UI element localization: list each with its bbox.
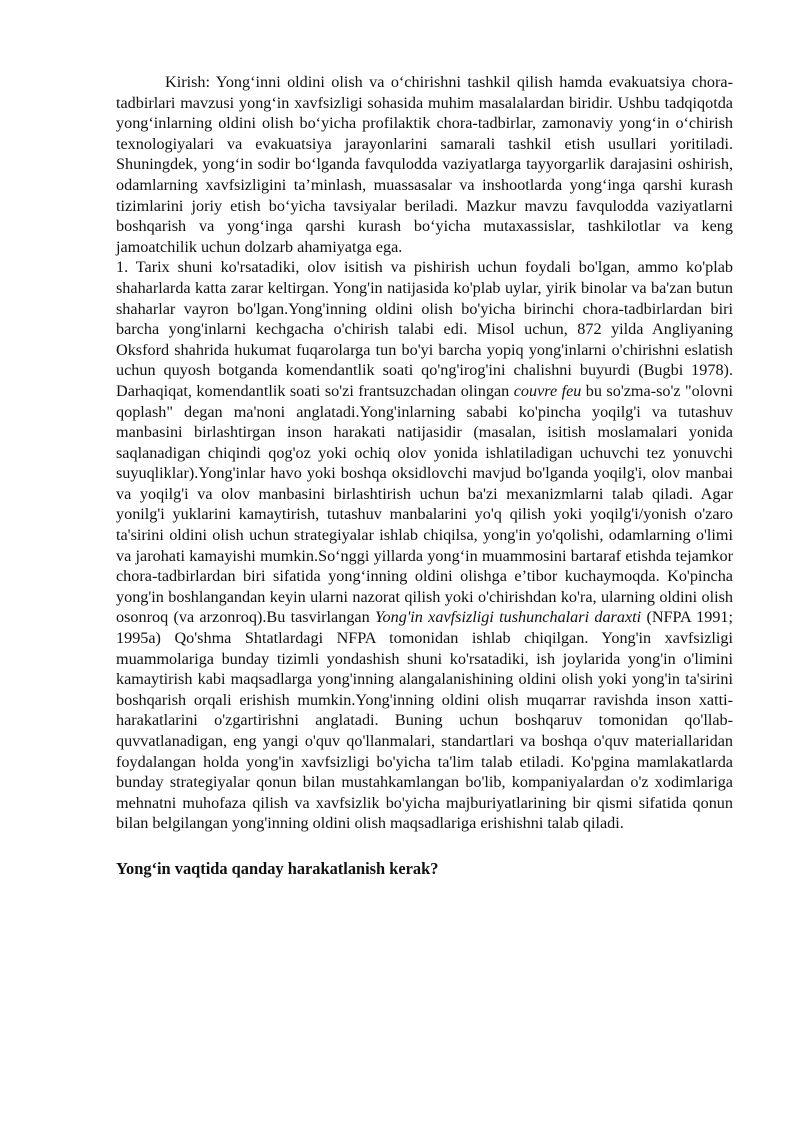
document-page: [116, 72, 733, 880]
section-1-italic-term: couvre feu: [513, 381, 582, 400]
section-1-text-b: bu so'zma-so'z "olovni qoplash" degan ma'noni anglatadi.Yong'inlarning sababi ko'pincha yoqilg'i va tutashuv manbasini birlashtirgan inson harakati natijasidir (masalan, isitish moslamalari yonida saqlanadigan chiqindi qog'oz yoki ochiq olov yonida ishlatiladigan uchuvchi tez yonuvchi suyuqliklar).Yong'inlar havo yoki boshqa oksidlovchi mavjud bo'lganda yoqilg'i, olov manbai va yoqilg'i va olov manbasini birlashtirish uchun ba'zi mexanizmlarni talab qiladi. Agar yonilg'i yuklarini kamaytirish, tutashuv manbalarini yo'q qilish yoki yoqilg'i/yonish o'zaro ta'sirini oldini olish uchun strategiyalar ishlab chiqilsa, yong'in yo'qolishi, odamlarning o'limi va jarohati kamayishi mumkin.So‘nggi yillarda yong‘in muammosini bartaraf etishda tejamkor chora-tadbirlardan biri sifatida yong‘inning oldini olishga e’tibor kuchaymoqda. Ko'pincha yong'in boshlangandan keyin ularni nazorat qilish yoki o'chirishdan ko'ra, ularning oldini olish osonroq (va arzonroq).Bu tasvirlangan: [116, 381, 733, 627]
section-heading: Yong‘in vaqtida qanday harakatlanish kerak?: [116, 858, 439, 878]
section-1-italic-title: Yong'in xavfsizligi tushunchalari daraxti: [375, 608, 642, 627]
intro-paragraph: Kirish: Yong‘inni oldini olish va o‘chirishni tashkil qilish hamda evakuatsiya chora-tadbirlari mavzusi yong‘in xavfsizligi sohasida muhim masalalardan biridir. Ushbu tadqiqotda yong‘inlarning oldini olish bo‘yicha profilaktik chora-tadbirlar, zamonaviy yong‘in o‘chirish texnologiyalari va evakuatsiya jarayonlarini samarali tashkil etish usullari yoritiladi. Shuningdek, yong‘in sodir bo‘lganda favqulodda vaziyatlarga tayyorgarlik darajasini oshirish, odamlarning xavfsizligini ta’minlash, muassasalar va inshootlarda yong‘inga qarshi kurash tizimlarini joriy etish bo‘yicha tavsiyalar beriladi. Mazkur mavzu favqulodda vaziyatlarni boshqarish va yong‘inga qarshi kurash bo‘yicha mutaxassislar, tashkilotlar va keng jamoatchilik uchun dolzarb ahamiyatga ega.: [116, 73, 733, 256]
section-1-text-a: 1. Tarix shuni ko'rsatadiki, olov isitish va pishirish uchun foydali bo'lgan, ammo ko'plab shaharlarda katta zarar keltirgan. Yong'in natijasida ko'plab uylar, yirik binolar va ba'zan butun shaharlar vayron bo'lgan.Yong'inning oldini olish bo'yicha birinchi chora-tadbirlardan biri barcha yong'inlarni kechgacha o'chirish talabi edi. Misol uchun, 872 yilda Angliyaning Oksford shahrida hukumat fuqarolarga tun bo'yi barcha yopiq yong'inlarni o'chirishni eslatish uchun quyosh botganda komendantlik soati qo'ng'irog'ini chalishni buyurdi (Bugbi 1978). Darhaqiqat, komendantlik soati so'zi frantsuzchadan olingan: [116, 258, 733, 400]
section-1-text-c: (NFPA 1991; 1995a) Qo'shma Shtatlardagi NFPA tomonidan ishlab chiqilgan. Yong'in xavfsizligi muammolariga bunday tizimli yondashish shuni ko'rsatadiki, ish joylarida yong'in o'limini kamaytirish kabi maqsadlarga yong'inning alangalanishining oldini olish yoki yong'in ta'sirini boshqarish orqali erishish mumkin.Yong'inning oldini olish muqarrar ravishda inson xatti-harakatlarini o'zgartirishni anglatadi. Buning uchun boshqaruv tomonidan qo'llab-quvvatlanadigan, eng yangi o'quv qo'llanmalari, standartlari va boshqa o'quv materiallaridan foydalangan holda yong'in xavfsizligi bo'yicha ta'lim talab etiladi. Ko'pgina mamlakatlarda bunday strategiyalar qonun bilan mustahkamlangan bo'lib, kompaniyalardan o'z xodimlariga mehnatni muhofaza qilish va xavfsizlik bo'yicha majburiyatlarining bir qismi sifatida qonun bilan belgilangan yong'inning oldini olish maqsadlariga erishishni talab qiladi.: [116, 608, 734, 833]
section-1-paragraph: [116, 257, 733, 834]
